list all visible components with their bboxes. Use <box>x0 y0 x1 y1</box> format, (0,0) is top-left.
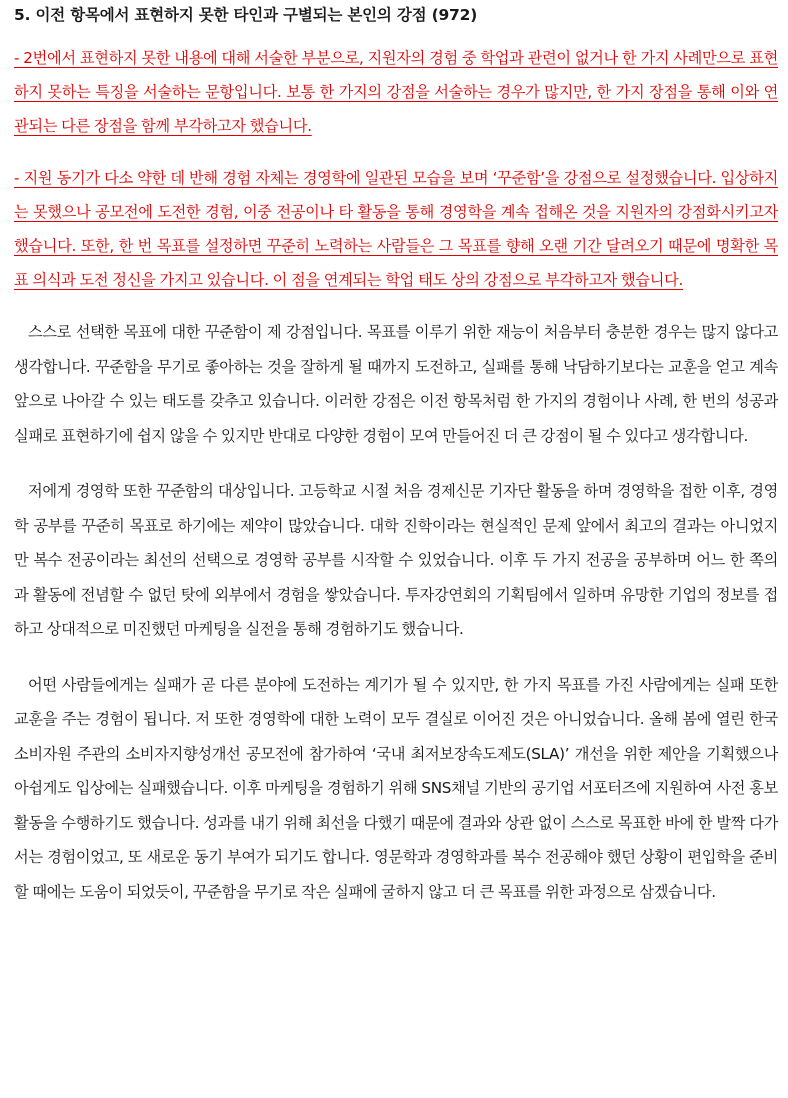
essay-paragraph: 스스로 선택한 목표에 대한 꾸준함이 제 강점입니다. 목표를 이루기 위한 재능이 처음부터 충분한 경우는 많지 않다고 생각합니다. 꾸준함을 무기로 좋아하는 것을 잘하게 될 때까지 도전하고, 실패를 통해 낙담하기보다는 교훈을 얻고 계속 앞으로 나아갈 수 있는 태도를 갖추고 있습니다. 이러한 강점은 이전 항목처럼 한 가지의 경험이나 사례, 한 번의 성공과 실패로 표현하기에 쉽지 않을 수 있지만 반대로 다양한 경험이 모여 만들어진 더 큰 강점이 될 수 있다고 생각합니다. <box>14 323 778 445</box>
editor-note: - 2번에서 표현하지 못한 내용에 대해 서술한 부분으로, 지원자의 경험 중 학업과 관련이 없거나 한 가지 사례만으로 표현하지 못하는 특징을 서술하는 문항입니다. 보통 한 가지의 강점을 서술하는 경우가 많지만, 한 가지 장점을 통해 이와 연관되는 다른 장점을 함께 부각하고자 했습니다. <box>14 49 778 135</box>
essay-paragraph: 저에게 경영학 또한 꾸준함의 대상입니다. 고등학교 시절 처음 경제신문 기자단 활동을 하며 경영학을 접한 이후, 경영학 공부를 꾸준히 목표로 하기에는 제약이 많았습니다. 대학 진학이라는 현실적인 문제 앞에서 최고의 결과는 아니었지만 복수 전공이라는 최선의 선택으로 경영학 공부를 시작할 수 있었습니다. 이후 두 가지 전공을 공부하며 어느 한 쪽의 과 활동에 전념할 수 없던 탓에 외부에서 경험을 쌓았습니다. 투자강연회의 기획팀에서 일하며 유망한 기업의 정보를 접하고 상대적으로 미진했던 마케팅을 실전을 통해 경험하기도 했습니다. <box>14 482 778 638</box>
essay-paragraph: 어떤 사람들에게는 실패가 곧 다른 분야에 도전하는 계기가 될 수 있지만, 한 가지 목표를 가진 사람에게는 실패 또한 교훈을 주는 경험이 됩니다. 저 또한 경영학에 대한 노력이 모두 결실로 이어진 것은 아니었습니다. 올해 봄에 열린 한국소비자원 주관의 소비자지향성개선 공모전에 참가하여 ‘국내 최저보장속도제도(SLA)’ 개선을 위한 제안을 기획했으나 아쉽게도 입상에는 실패했습니다. 이후 마케팅을 경험하기 위해 SNS채널 기반의 공기업 서포터즈에 지원하여 사전 홍보 활동을 수행하기도 했습니다. 성과를 내기 위해 최선을 다했기 때문에 결과와 상관 없이 스스로 목표한 바에 한 발짝 다가서는 경험이었고, 또 새로운 동기 부여가 되기도 합니다. 영문학과 경영학과를 복수 전공해야 했던 상황이 편입학을 준비할 때에는 도움이 되었듯이, 꾸준함을 무기로 작은 실패에 굴하지 않고 더 큰 목표를 위한 과정으로 삼겠습니다. <box>14 675 778 901</box>
essay-page <box>14 0 778 909</box>
editor-note: - 지원 동기가 다소 약한 데 반해 경험 자체는 경영학에 일관된 모습을 보며 ‘꾸준함’을 강점으로 설정했습니다. 입상하지는 못했으나 공모전에 도전한 경험, 이중 전공이나 타 활동을 통해 경영학을 계속 접해온 것을 지원자의 강점화시키고자 했습니다. 또한, 한 번 목표를 설정하면 꾸준히 노력하는 사람들은 그 목표를 향해 오랜 기간 달려오기 때문에 명확한 목표 의식과 도전 정신을 가지고 있습니다. 이 점을 연계되는 학업 태도 상의 강점으로 부각하고자 했습니다. <box>14 169 778 289</box>
question-title: 5. 이전 항목에서 표현하지 못한 타인과 구별되는 본인의 강점 (972) <box>14 6 478 24</box>
